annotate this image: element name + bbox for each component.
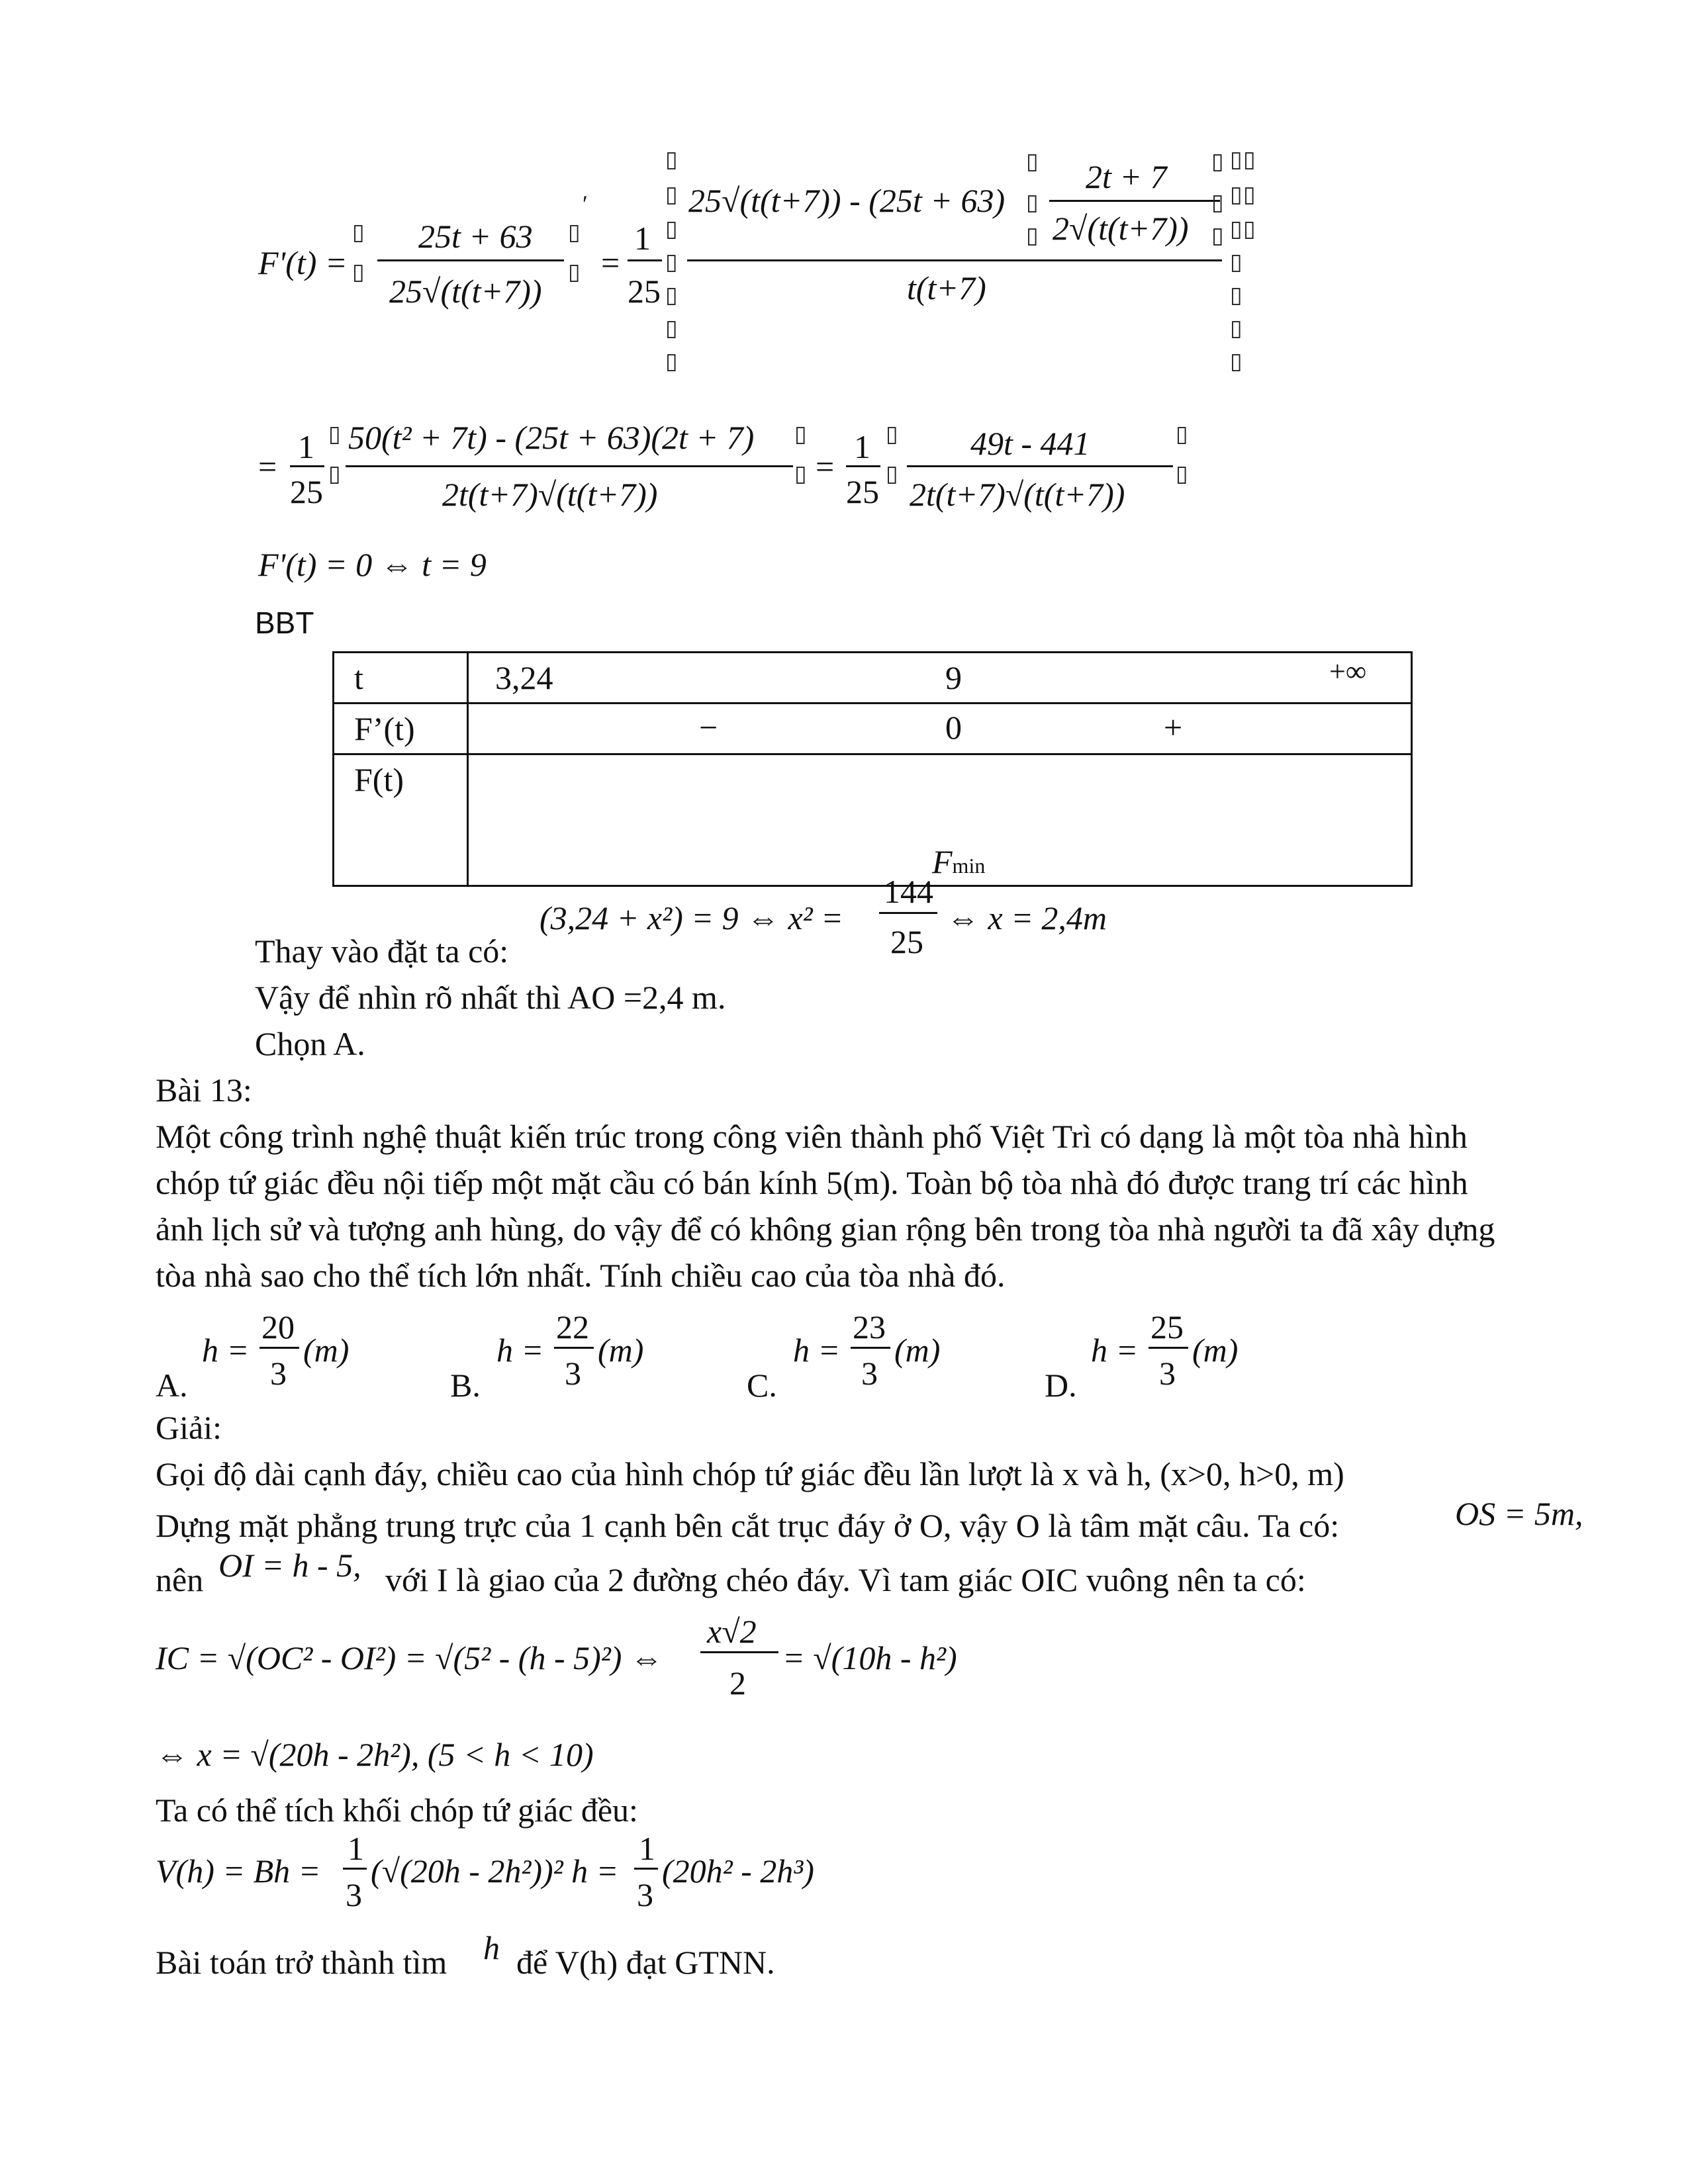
line2-numerator-2: 49t - 441	[970, 425, 1090, 462]
bracket-placeholder: ▯	[794, 422, 807, 447]
subst-conclusion: Vậy để nhìn rõ nhất thì AO =2,4 m.	[255, 979, 726, 1016]
t-critical: 9	[945, 659, 962, 696]
bbt-title: BBT	[255, 606, 314, 640]
option-lhs: h =	[793, 1332, 841, 1369]
option-letter: C.	[747, 1367, 777, 1404]
eq-ic-rhs: = √(10h - h²)	[782, 1639, 957, 1676]
vol-rhs: (20h² - 2h³)	[662, 1852, 814, 1889]
solution-math: OI = h - 5,	[218, 1547, 361, 1584]
big-numerator: 25√(t(t+7)) - (25t + 63)	[688, 182, 1006, 219]
bracket-placeholder: ▯	[328, 422, 341, 447]
equals-sign: =	[816, 448, 835, 485]
table-cell: F’(t)	[334, 704, 468, 754]
vol-three: 3	[637, 1876, 653, 1913]
fraction-bar	[687, 259, 1222, 261]
eq-ic-num: x√2	[707, 1613, 757, 1650]
sign-zero: 0	[945, 709, 962, 746]
option-num: 20	[261, 1308, 295, 1345]
table-cell: F(t)	[334, 754, 468, 886]
option-den: 3	[270, 1355, 287, 1392]
derivative-lhs: F'(t) =	[258, 244, 348, 281]
table-cell	[468, 704, 1412, 754]
bracket-placeholder: ▯	[1211, 150, 1224, 174]
vol-one: 1	[348, 1830, 364, 1867]
bracket-placeholder: ▯	[1211, 191, 1224, 215]
bracket-placeholder: ▯	[1230, 250, 1243, 275]
final-line-pre: Bài toán trở thành tìm	[156, 1944, 447, 1981]
final-line-var: h	[483, 1929, 500, 1966]
bracket-placeholder: ▯	[794, 462, 807, 486]
subst-result: ⇔ x = 2,4m	[947, 899, 1107, 936]
inner-denominator: 2√(t(t+7))	[1053, 210, 1189, 247]
bracket-placeholder: ▯	[1176, 462, 1188, 486]
t-end: +∞	[1329, 655, 1367, 688]
fraction-bar	[846, 465, 880, 467]
variation-table	[332, 651, 1413, 887]
fraction-bar	[343, 1868, 367, 1870]
final-line-post: để V(h) đạt GTNN.	[516, 1944, 775, 1981]
fraction-bar	[346, 465, 793, 467]
table-row	[334, 754, 1412, 886]
problem-title: Bài 13:	[156, 1071, 252, 1109]
line2-numerator-1: 50(t² + 7t) - (25t + 63)(2t + 7)	[348, 419, 755, 456]
bracket-placeholder: ▯	[568, 220, 581, 245]
vol-intro: Ta có thể tích khối chóp tứ giác đều:	[156, 1792, 638, 1829]
fraction-bar	[259, 1347, 299, 1349]
bracket-placeholder: ▯	[886, 462, 898, 486]
table-cell: t	[334, 653, 468, 704]
bracket-placeholder: ▯	[1026, 224, 1039, 248]
option-lhs: h =	[496, 1332, 544, 1369]
bracket-placeholder: ▯	[665, 148, 678, 172]
problem-line: chóp tứ giác đều nội tiếp một mặt cầu có bán kính 5(m). Toàn bộ tòa nhà đó được trang trí các hình	[156, 1164, 1468, 1201]
frac1-denominator: 25√(t(t+7))	[389, 273, 542, 310]
bracket-placeholder: ▯	[352, 220, 365, 245]
bracket-placeholder: ▯	[665, 316, 678, 341]
subst-frac-num: 144	[884, 873, 933, 910]
bracket-placeholder: ▯	[1230, 148, 1243, 172]
bracket-placeholder: ▯	[1176, 422, 1188, 447]
frac1-numerator: 25t + 63	[418, 218, 533, 255]
bracket-placeholder: ▯	[665, 283, 678, 308]
eq-x: ⇔ x = √(20h - 2h²), (5 < h < 10)	[156, 1736, 594, 1773]
solution-line: với I là giao của 2 đường chéo đáy. Vì tam giác OIC vuông nên ta có:	[385, 1561, 1306, 1598]
bracket-placeholder: ▯	[352, 260, 365, 285]
option-num: 23	[853, 1308, 886, 1345]
fraction-bar	[377, 259, 564, 261]
eq-ic-den: 2	[729, 1664, 746, 1702]
option-letter: B.	[450, 1367, 481, 1404]
solution-title: Giải:	[156, 1409, 222, 1446]
bracket-placeholder: ▯	[1243, 217, 1256, 242]
t-start: 3,24	[495, 659, 553, 696]
option-num: 22	[556, 1308, 589, 1345]
option-lhs: h =	[202, 1332, 250, 1369]
solution-line: Gọi độ dài cạnh đáy, chiều cao của hình chóp tứ giác đều lần lượt là x và h, (x>0, h>0, m)	[156, 1455, 1344, 1492]
line2-denominator-1: 2t(t+7)√(t(t+7))	[442, 476, 658, 513]
option-unit: (m)	[598, 1332, 644, 1369]
fraction-bar	[1149, 1347, 1188, 1349]
table-cell	[468, 754, 1412, 886]
problem-line: Một công trình nghệ thuật kiến trúc trong công viên thành phố Việt Trì có dạng là một tòa nhà hình	[156, 1118, 1468, 1155]
bracket-placeholder: ▯	[568, 260, 581, 285]
bracket-placeholder: ▯	[665, 250, 678, 275]
bracket-placeholder: ▯	[1026, 150, 1039, 174]
bracket-placeholder: ▯	[1243, 183, 1256, 207]
inner-numerator: 2t + 7	[1086, 158, 1167, 195]
option-unit: (m)	[894, 1332, 941, 1369]
problem-line: tòa nhà sao cho thể tích lớn nhất. Tính chiều cao của tòa nhà đó.	[156, 1257, 1006, 1294]
bracket-placeholder: ▯	[1243, 148, 1256, 172]
bracket-placeholder: ▯	[1211, 224, 1224, 248]
option-letter: D.	[1045, 1367, 1077, 1404]
bracket-placeholder: ▯	[328, 462, 341, 486]
equals-sign: =	[601, 244, 620, 281]
bracket-placeholder: ▯	[665, 183, 678, 207]
solution-line: nên	[156, 1561, 204, 1598]
option-letter: A.	[156, 1367, 188, 1404]
prime-mark: ′	[583, 191, 588, 217]
subst-equation: (3,24 + x²) = 9 ⇔ x² =	[539, 899, 843, 936]
line2-denominator-2: 2t(t+7)√(t(t+7))	[910, 476, 1125, 513]
fraction-bar	[907, 465, 1173, 467]
derivative-zero: F'(t) = 0 ⇔ t = 9	[258, 546, 487, 583]
equals-sign: =	[258, 448, 277, 485]
bracket-placeholder: ▯	[1230, 217, 1243, 242]
option-unit: (m)	[1192, 1332, 1239, 1369]
sign-positive: +	[1164, 709, 1183, 746]
bracket-placeholder: ▯	[1026, 191, 1039, 215]
fraction-bar	[879, 912, 937, 914]
option-den: 3	[1159, 1355, 1176, 1392]
bracket-placeholder: ▯	[665, 349, 678, 374]
option-unit: (m)	[303, 1332, 350, 1369]
f-min: Fmin	[932, 843, 986, 880]
option-num: 25	[1150, 1308, 1184, 1345]
table-row	[334, 653, 1412, 704]
one-over-25-num: 1	[634, 220, 651, 257]
fraction-bar	[634, 1868, 658, 1870]
one-over-25-den: 25	[846, 473, 879, 510]
one-over-25-num: 1	[854, 428, 870, 465]
problem-line: ảnh lịch sử và tượng anh hùng, do vậy để có không gian rộng bên trong tòa nhà người ta đã xây dựng	[156, 1210, 1495, 1248]
vol-lhs: V(h) = Bh =	[156, 1852, 321, 1889]
fraction-bar	[628, 259, 662, 261]
one-over-25-den: 25	[628, 273, 661, 310]
bracket-placeholder: ▯	[665, 217, 678, 242]
option-den: 3	[565, 1355, 581, 1392]
bracket-placeholder: ▯	[1230, 316, 1243, 341]
fraction-bar	[851, 1347, 890, 1349]
big-denominator: t(t+7)	[907, 269, 986, 306]
vol-one: 1	[639, 1830, 655, 1867]
bracket-placeholder: ▯	[1230, 183, 1243, 207]
bracket-placeholder: ▯	[1230, 349, 1243, 374]
fraction-bar	[1049, 200, 1220, 202]
fraction-bar	[700, 1651, 778, 1653]
solution-line: Dựng mặt phẳng trung trực của 1 cạnh bên cắt trục đáy ở O, vậy O là tâm mặt câu. Ta có:	[156, 1507, 1340, 1544]
option-den: 3	[861, 1355, 878, 1392]
fraction-bar	[554, 1347, 594, 1349]
solution-math: OS = 5m,	[1455, 1495, 1583, 1532]
subst-choice: Chọn A.	[255, 1025, 365, 1062]
table-row	[334, 704, 1412, 754]
vol-three: 3	[346, 1876, 362, 1913]
one-over-25-num: 1	[298, 428, 314, 465]
eq-ic: IC = √(OC² - OI²) = √(5² - (h - 5)²) ⇔	[156, 1639, 663, 1676]
table-cell	[468, 653, 1412, 704]
option-lhs: h =	[1091, 1332, 1139, 1369]
vol-middle: (√(20h - 2h²))² h =	[371, 1852, 619, 1889]
one-over-25-den: 25	[290, 473, 323, 510]
sign-negative: −	[699, 709, 718, 746]
subst-frac-den: 25	[890, 923, 923, 960]
bracket-placeholder: ▯	[1230, 283, 1243, 308]
bracket-placeholder: ▯	[886, 422, 898, 447]
fraction-bar	[290, 465, 324, 467]
subst-intro: Thay vào đặt ta có:	[255, 933, 509, 970]
